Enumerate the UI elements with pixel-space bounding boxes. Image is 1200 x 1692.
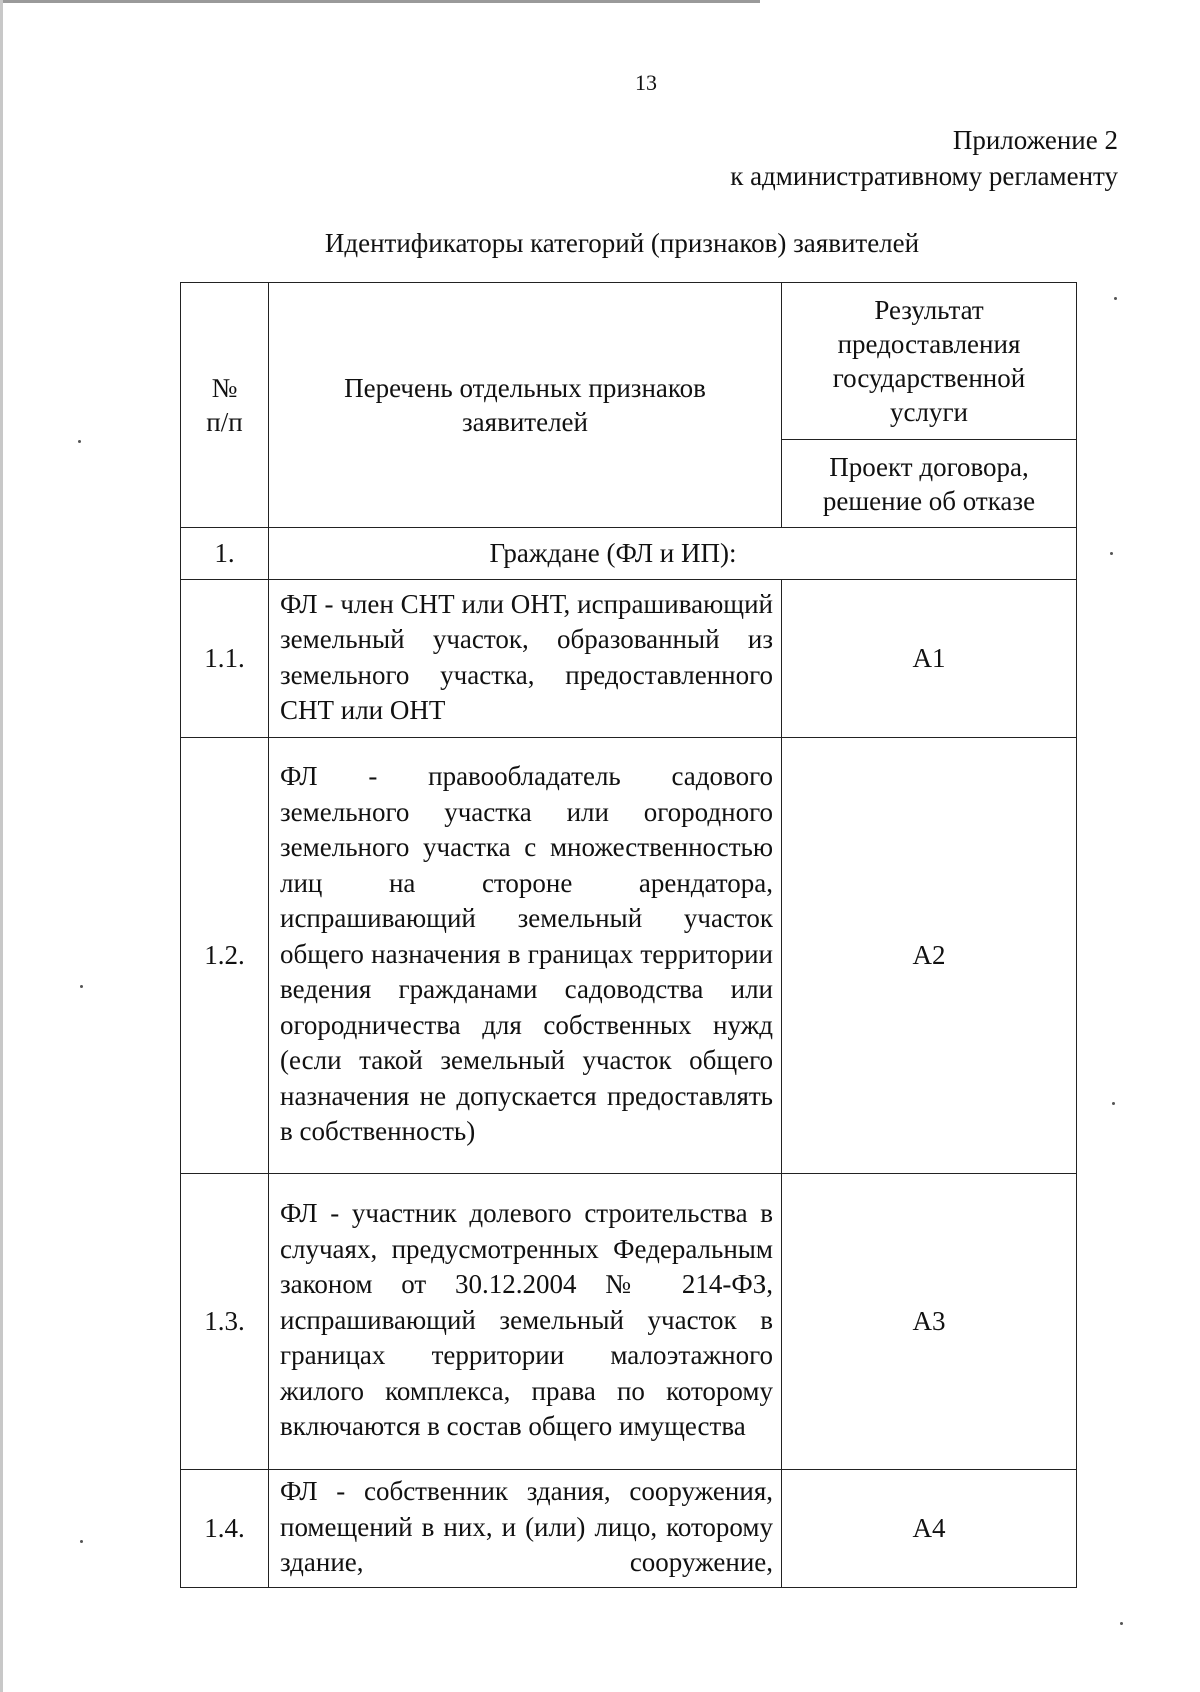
page-number: 13 <box>635 70 657 95</box>
table-group-row <box>181 528 1077 580</box>
scan-edge-top <box>0 0 760 3</box>
row-result: А3 <box>782 1174 1077 1470</box>
table-row <box>181 738 1077 1174</box>
header-list: Перечень отдельных признаков заявителей <box>269 283 782 528</box>
row-text: ФЛ - участник долевого строительства в случаях, предусмотренных Федеральным законом от 30.12.2004 № 214-ФЗ, испрашивающий земельный участок в границах территории малоэтажного жилого комплекса, права по которому включаются в состав общего имущества <box>269 1174 782 1470</box>
group-num: 1. <box>181 528 269 580</box>
table-row <box>181 1470 1077 1588</box>
row-text: ФЛ - правообладатель садового земельного участка или огородного земельного участка с множественностью лиц на стороне арендатора, испрашивающий земельный участок общего назначения в границах территории ведения гражданами садоводства или огородничества для собственных нужд (если такой земельный участок общего назначения не допускается предоставлять в собственность) <box>269 738 782 1174</box>
scan-edge-left <box>0 0 3 1692</box>
scan-speck <box>1110 552 1113 555</box>
row-text: ФЛ - собственник здания, сооружения, помещений в них, и (или) лицо, которому здание, сооружение, <box>269 1470 782 1588</box>
scan-speck <box>78 440 81 443</box>
appendix-title: Приложение 2 <box>952 125 1118 155</box>
appendix-subtitle: к административному регламенту <box>730 161 1118 191</box>
table-header-row <box>181 283 1077 440</box>
applicant-categories-table <box>180 282 1077 1588</box>
table-row <box>181 580 1077 738</box>
scan-speck <box>1120 1622 1123 1625</box>
row-num: 1.4. <box>181 1470 269 1588</box>
header-num: № п/п <box>181 283 269 528</box>
scan-speck <box>80 1540 83 1543</box>
appendix-header <box>730 122 1118 194</box>
scan-speck <box>1112 1102 1115 1105</box>
scan-speck <box>80 985 83 988</box>
row-num: 1.2. <box>181 738 269 1174</box>
header-result-sub: Проект договора, решение об отказе <box>782 440 1077 528</box>
group-label: Граждане (ФЛ и ИП): <box>269 528 1077 580</box>
row-num: 1.1. <box>181 580 269 738</box>
row-text: ФЛ - член СНТ или ОНТ, испрашивающий земельный участок, образованный из земельного участка, предоставленного СНТ или ОНТ <box>269 580 782 738</box>
header-result: Результат предоставления государственной услуги <box>782 283 1077 440</box>
table-row <box>181 1174 1077 1470</box>
scan-speck <box>1114 297 1117 300</box>
row-result: А1 <box>782 580 1077 738</box>
row-result: А2 <box>782 738 1077 1174</box>
row-num: 1.3. <box>181 1174 269 1470</box>
document-title: Идентификаторы категорий (признаков) заявителей <box>324 228 920 258</box>
row-result: А4 <box>782 1470 1077 1588</box>
